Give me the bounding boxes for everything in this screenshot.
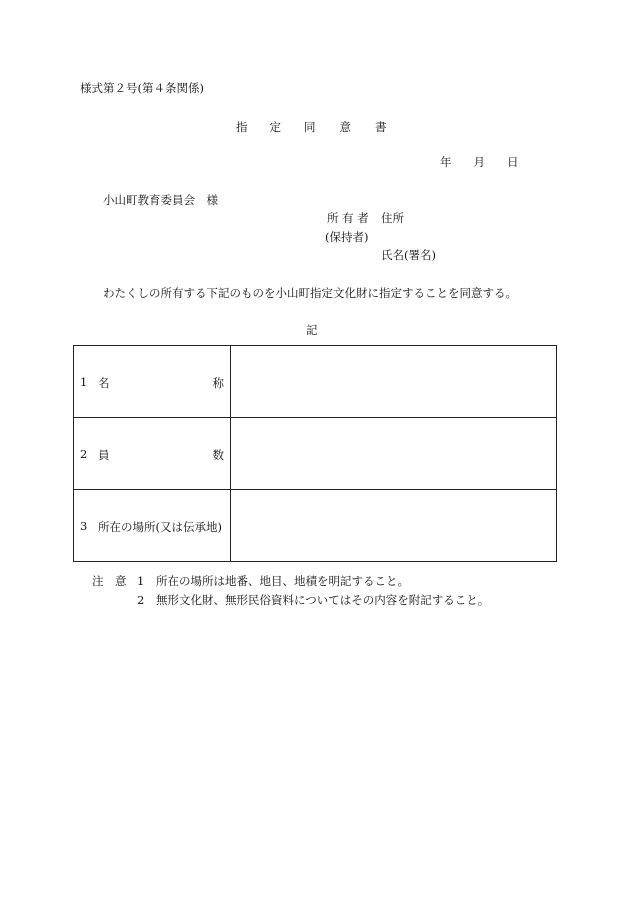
row-label-end: 称 (212, 376, 224, 390)
table-row (74, 346, 556, 418)
table-row (74, 490, 556, 562)
title-char: 定 (269, 120, 281, 134)
addressee: 小山町教育委員会 様 (103, 193, 218, 207)
count-value-cell[interactable] (231, 418, 556, 489)
note-number: 1 (137, 574, 145, 588)
row-label-start: 員 (98, 448, 110, 462)
note-number: 2 (137, 593, 145, 607)
note-label: 注 意 (92, 574, 127, 588)
title-char: 書 (375, 120, 387, 134)
note-text: 無形文化財、無形民俗資料についてはその内容を附記すること。 (156, 593, 490, 607)
row-number: 2 (80, 447, 88, 461)
owner-name-label: 氏名(署名) (381, 248, 436, 262)
date-year-label: 年 (440, 155, 452, 169)
row-label-end: 数 (212, 448, 224, 462)
location-value-cell[interactable] (231, 490, 556, 562)
owner-address-label: 住所 (381, 211, 404, 225)
holder-label: (保持者) (325, 230, 369, 244)
consent-statement: わたくしの所有する下記のものを小山町指定文化財に指定することを同意する。 (103, 286, 517, 300)
row-number: 3 (80, 519, 88, 533)
date-line (440, 155, 519, 169)
date-day-label: 日 (507, 155, 519, 169)
document-title (236, 120, 387, 134)
name-value-cell[interactable] (231, 346, 556, 417)
row-number: 1 (80, 375, 88, 389)
title-char: 同 (304, 120, 316, 134)
row-label: 所在の場所(又は伝承地) (98, 520, 222, 534)
row-label-start: 名 (98, 376, 110, 390)
table-label-cell (74, 418, 231, 489)
items-table (73, 345, 557, 562)
table-row (74, 418, 556, 490)
owner-label: 所 有 者 (327, 211, 369, 225)
table-label-cell (74, 490, 231, 562)
date-month-label: 月 (473, 155, 485, 169)
note-text: 所在の場所は地番、地目、地積を明記すること。 (156, 574, 409, 588)
record-heading: 記 (306, 323, 318, 337)
title-char: 指 (236, 120, 248, 134)
form-number: 様式第２号(第４条関係) (80, 81, 204, 95)
table-label-cell (74, 346, 231, 417)
title-char: 意 (339, 120, 351, 134)
